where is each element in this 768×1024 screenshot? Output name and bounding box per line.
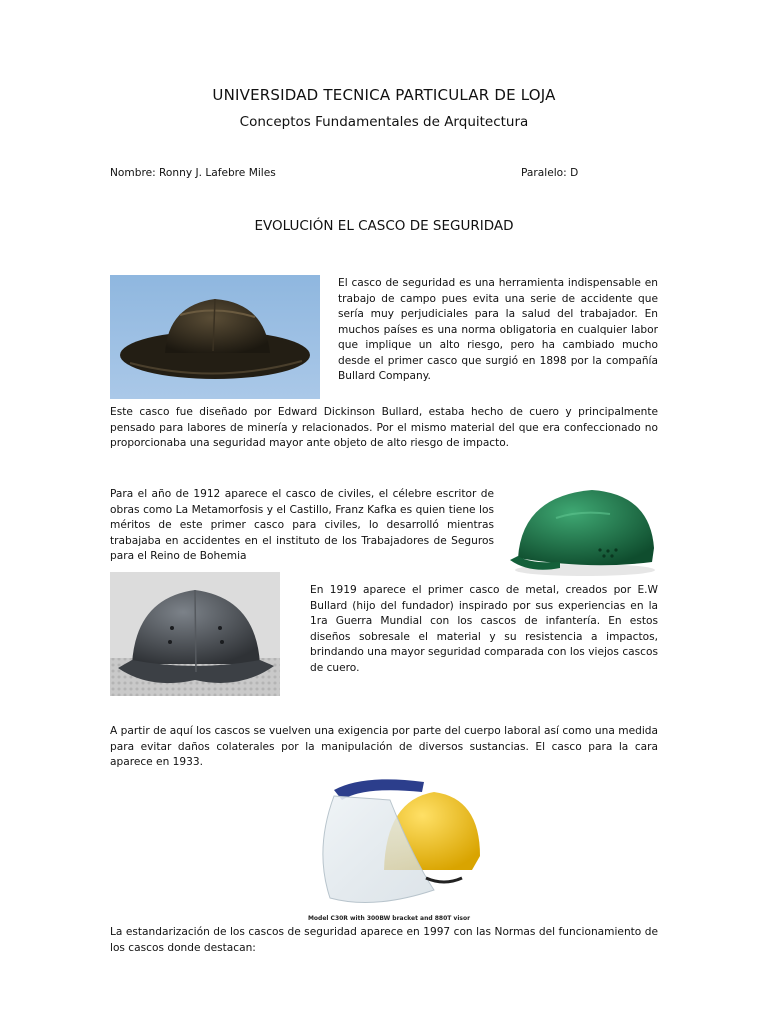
metal-helmet-image	[110, 572, 280, 696]
student-name: Nombre: Ronny J. Lafebre Miles	[110, 167, 276, 179]
group-label: Paralelo: D	[521, 167, 579, 179]
intro-paragraph: El casco de seguridad es una herramienta indispensable en trabajo de campo pues evita una serie de accidente que sería muy perjudiciales para la salud del trabajador. En muchos países es una norma obligatoria en cualquier labor que implique un alto riesgo, pero ha cambiado mucho desde el primer casco que surgió en 1898 por la compañía Bullard Company.	[338, 277, 658, 382]
green-helmet-image	[500, 478, 665, 580]
face-shield-helmet-image	[294, 770, 484, 926]
document-title: EVOLUCIÓN EL CASCO DE SEGURIDAD	[254, 218, 514, 234]
standardization-paragraph: La estandarización de los cascos de seguridad aparece en 1997 con las Normas del funcionamiento de los cascos donde destacan:	[110, 926, 658, 954]
university-title: UNIVERSIDAD TECNICA PARTICULAR DE LOJA	[212, 86, 556, 104]
face-shield-paragraph: A partir de aquí los cascos se vuelven una exigencia por parte del cuerpo laboral así como una medida para evitar daños colaterales por la manipulación de diversos sustancias. El casco para la cara aparece en 1933.	[110, 725, 658, 768]
face-shield-caption: Model C30R with 300BW bracket and 880T visor	[307, 915, 471, 922]
metal-helmet-paragraph: En 1919 aparece el primer casco de metal, creados por E.W Bullard (hijo del fundador) inspirado por sus experiencias en la 1ra Guerra Mundial con los cascos de infantería. En estos diseños sobresale el material y su resistencia a impactos, brindando una mayor seguridad comparada con los viejos cascos de cuero.	[310, 584, 658, 674]
civil-helmet-paragraph: Para el año de 1912 aparece el casco de civiles, el célebre escritor de obras como La Metamorfosis y el Castillo, Franz Kafka es quien tiene los méritos de este primer casco para civiles, lo desarrolló mientras trabajaba en accidentes en el instituto de los Trabajadores de Seguros para el Reino de Bohemia	[110, 488, 494, 562]
leather-helmet-image	[110, 275, 320, 399]
course-title: Conceptos Fundamentales de Arquitectura	[239, 114, 529, 130]
bullard-paragraph: Este casco fue diseñado por Edward Dickinson Bullard, estaba hecho de cuero y principalmente pensado para labores de minería y relacionados. Por el mismo material del que era confeccionado no proporcionaba una seguridad mayor ante objeto de alto riesgo de impacto.	[110, 406, 658, 449]
